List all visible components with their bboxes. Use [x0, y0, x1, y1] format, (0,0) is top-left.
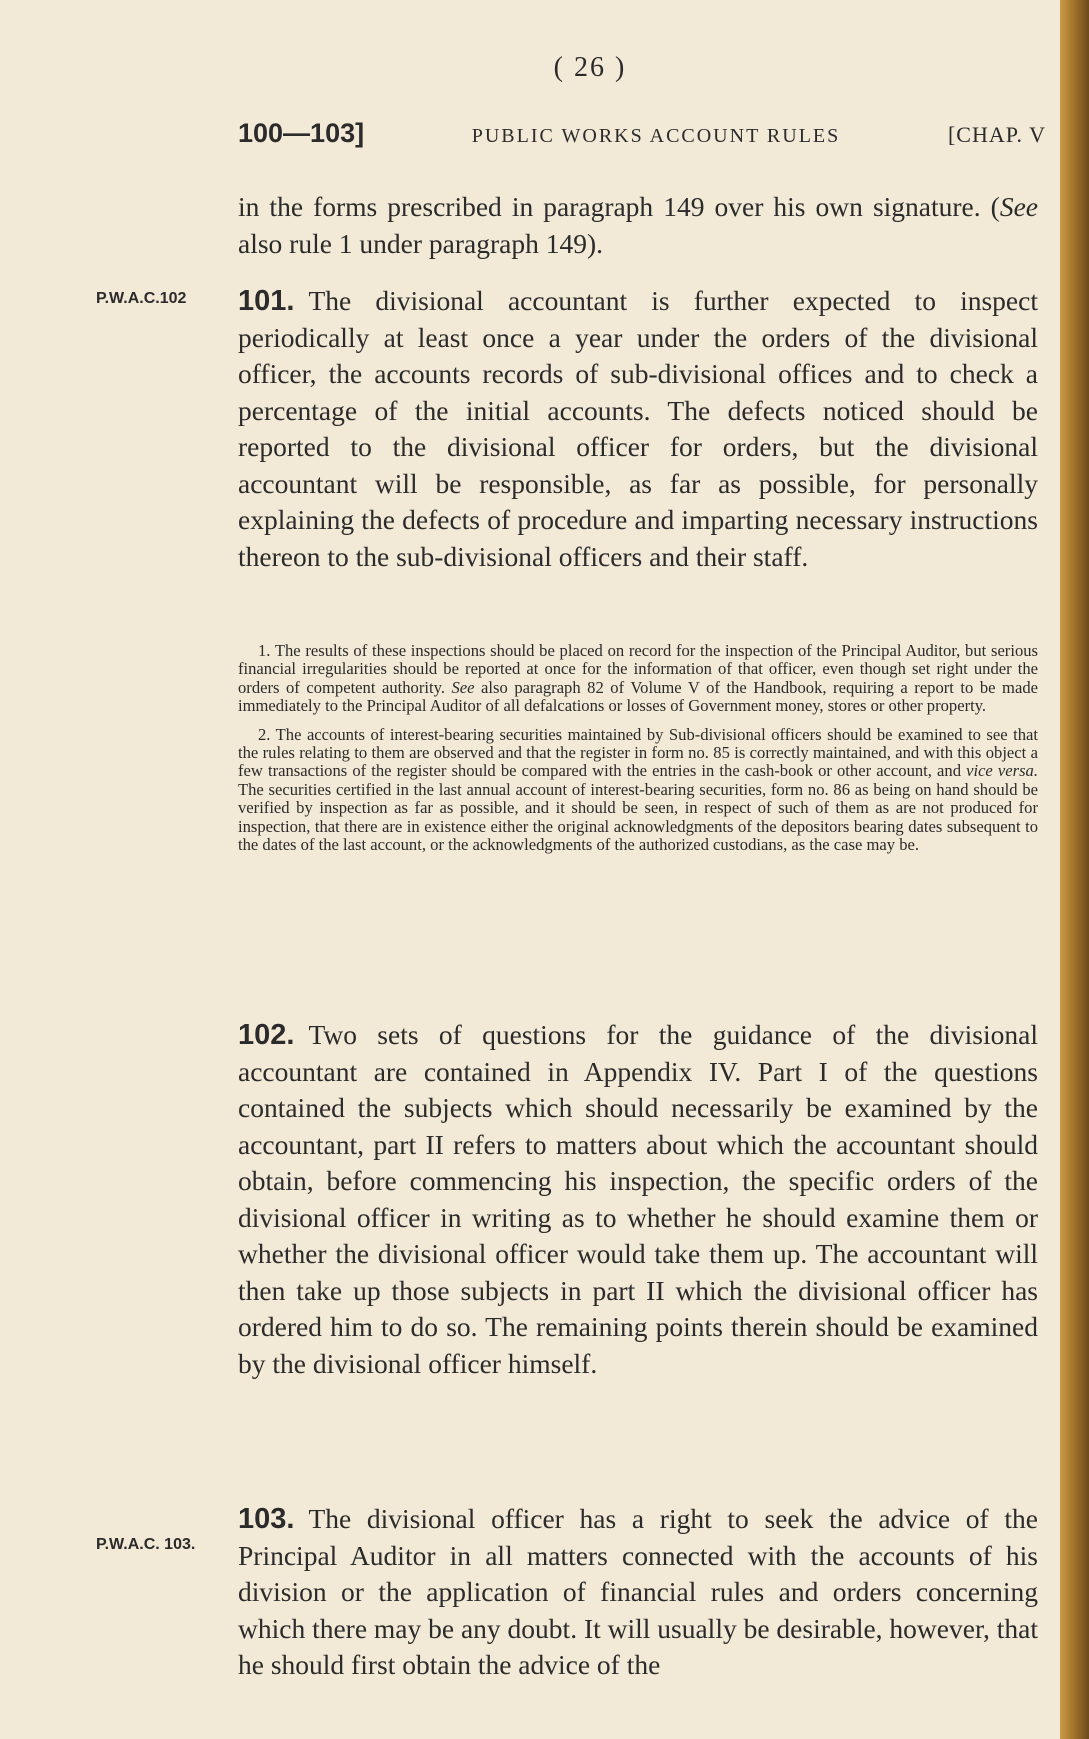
- paragraph-number: 103.: [238, 1503, 295, 1535]
- continuation-text-end: also rule 1 under paragraph 149).: [238, 227, 604, 259]
- page-number: ( 26 ): [553, 52, 627, 83]
- margin-reference-103: P.W.A.C. 103.: [96, 1536, 196, 1553]
- note-text: 2. The accounts of interest-bearing securities maintained by Sub-divisional officers should be examined to see that the rules relating to them are observed and that the register in form no. 85 is correctly maintained, and with this object a few transactions of the register should be compared with the entries in the cash-book or other account, and: [238, 724, 1038, 781]
- note-text: 1. The results of these inspections should be placed on record for the inspection of the Principal Auditor, but serious financial irregularities should be reported at once for the information of that officer, even though set right under the orders of competent authority.: [238, 641, 1038, 697]
- footnotes: [238, 642, 1038, 864]
- paragraph-number: 101.: [238, 285, 295, 317]
- paragraph-number: 102.: [238, 1019, 295, 1051]
- note-italic: vice versa.: [966, 761, 1038, 781]
- note-text-end: also paragraph 82 of Volume V of the Handbook, requiring a report to be made immediately to the Principal Auditor of all defalcations or losses of Government money, stores or other property.: [238, 677, 1038, 716]
- note-text-end: The securities certified in the last annual account of interest-bearing securities, form no. 86 as being on hand should be verified by inspection as far as possible, and it should be seen, in respect of such of them as are not produced for inspection, that there are in existence either the original acknowledgments of the depositors bearing dates subsequent to the dates of the last account, or the acknowledgments of the authorized custodians, as the case may be.: [238, 779, 1038, 855]
- paragraph-text: The divisional officer has a right to seek the advice of the Principal Auditor in all matters connected with the accounts of his division or the application of financial rules and orders concerning which there may be any doubt. It will usually be desirable, however, that he should first obtain the advice of the: [238, 1503, 1038, 1680]
- chapter-label: [CHAP. V: [947, 122, 1046, 147]
- continuation-paragraph: [238, 189, 1038, 262]
- book-title: PUBLIC WORKS ACCOUNT RULES: [471, 125, 841, 147]
- note-1: [238, 642, 1038, 716]
- paragraph-range: 100—103]: [238, 118, 365, 148]
- continuation-italic: See: [999, 191, 1038, 222]
- paragraph-101: [238, 283, 1038, 575]
- note-italic: See: [451, 677, 475, 697]
- paragraph-text: The divisional accountant is further expected to inspect periodically at least once a year under the orders of the divisional officer, the accounts records of sub-divisional offices and to check a percentage of the initial accounts. The defects noticed should be reported to the divisional officer for orders, but the divisional accountant will be responsible, as far as possible, for personally explaining the defects of procedure and imparting necessary instructions thereon to the sub-divisional officers and their staff.: [238, 285, 1038, 572]
- running-head: [238, 118, 1046, 149]
- note-2: [238, 726, 1038, 855]
- continuation-text: in the forms prescribed in paragraph 149 over his own signature. (: [238, 191, 1000, 222]
- paragraph-text: Two sets of questions for the guidance of the divisional accountant are contained in Appendix IV. Part I of the questions contained the subjects which should necessarily be examined by the accountant, part II refers to matters about which the accountant should obtain, before commencing his inspection, the specific orders of the divisional officer in writing as to whether he should examine them or whether the divisional officer would take them up. The accountant will then take up those subjects in part II which the divisional officer has ordered him to do so. The remaining points therein should be examined by the divisional officer himself.: [238, 1019, 1038, 1379]
- paragraph-103: [238, 1501, 1038, 1684]
- margin-reference-101: P.W.A.C.102: [96, 290, 187, 307]
- paragraph-102: [238, 1017, 1038, 1382]
- page-edge: [1060, 0, 1089, 1739]
